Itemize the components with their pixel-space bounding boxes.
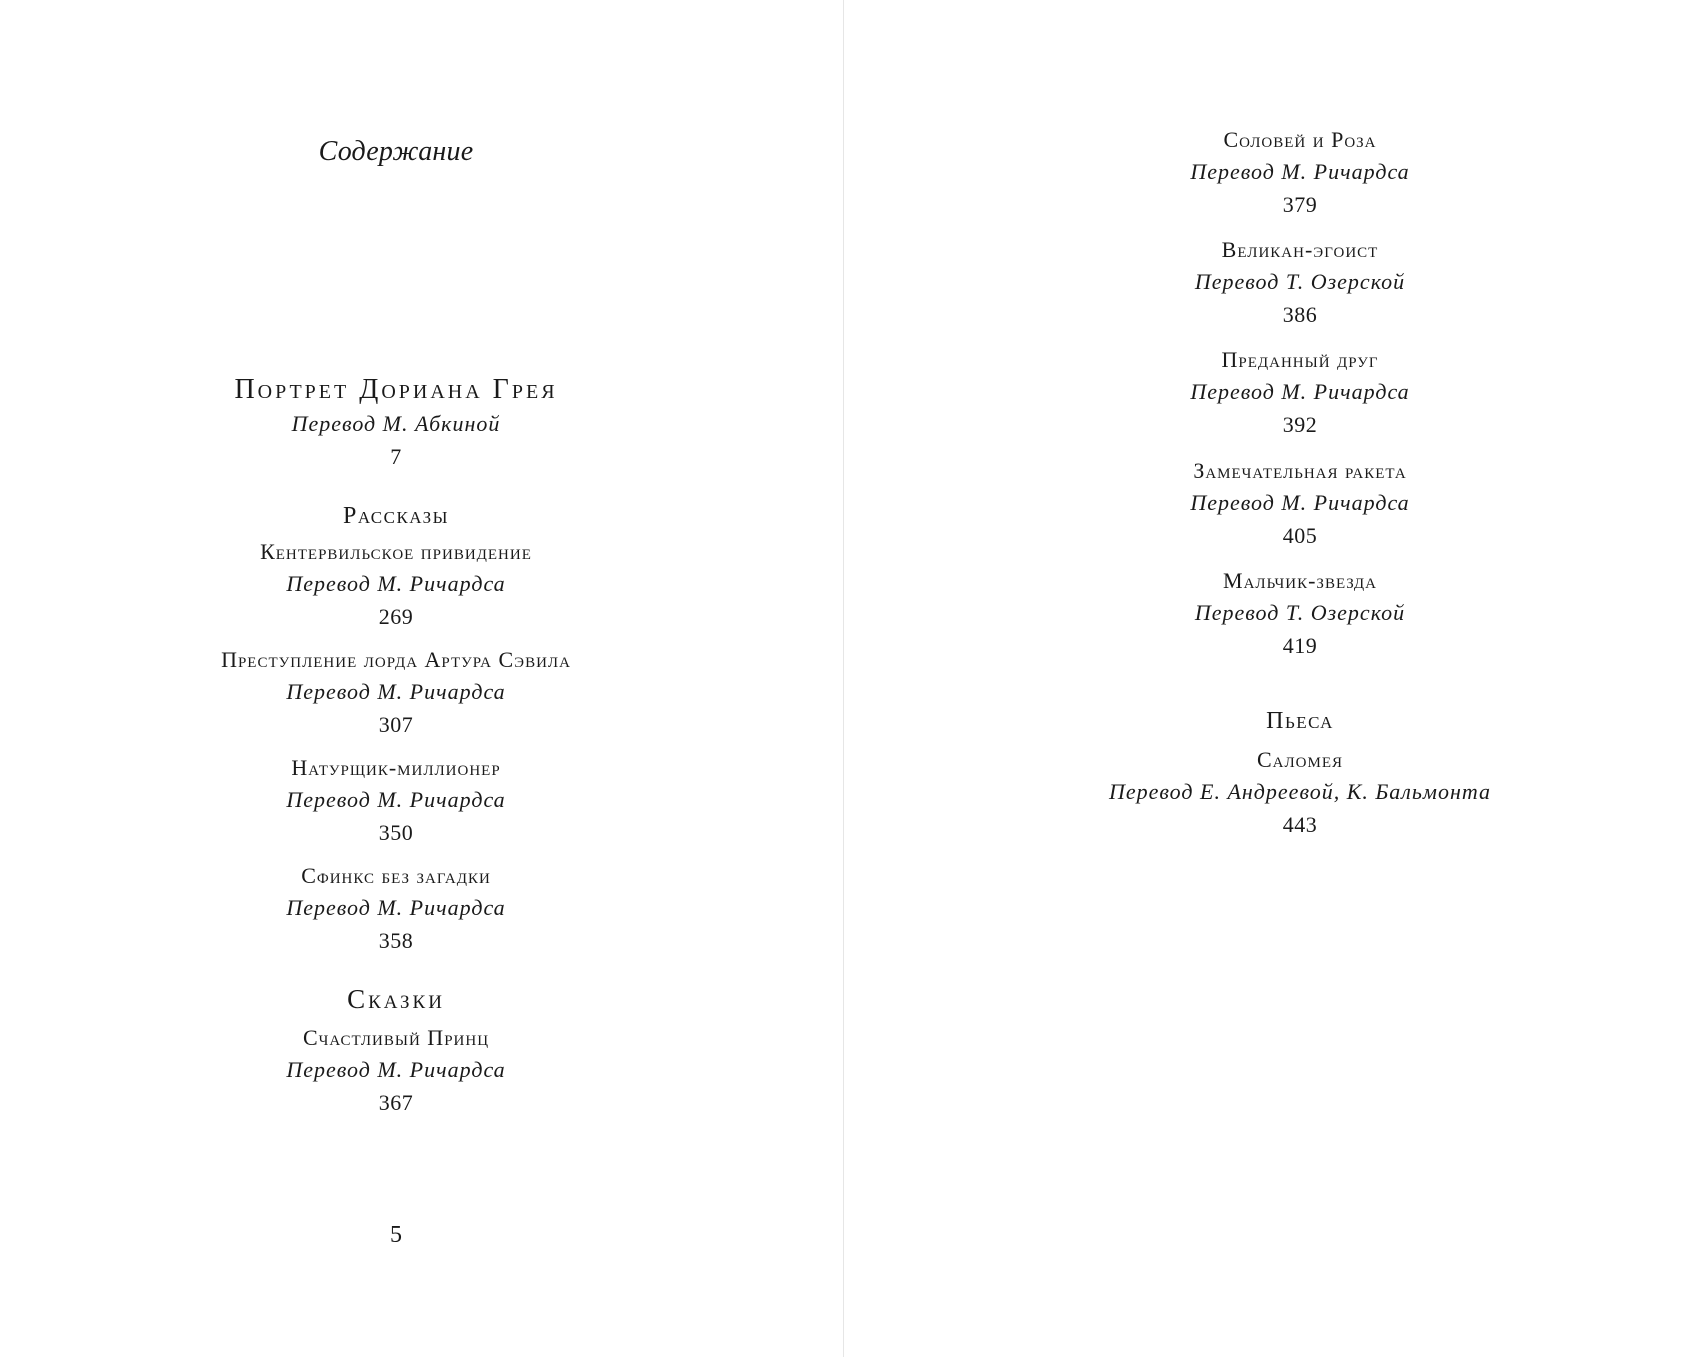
entry-translator: Перевод Е. Андреевой, К. Бальмонта (1108, 779, 1492, 804)
entry-page-number: 405 (1282, 523, 1318, 548)
entry-title: Счастливый Принц (302, 1025, 490, 1050)
tales-section-heading (140, 982, 652, 1016)
entry-page-number: 419 (1282, 633, 1318, 658)
contents-heading: Содержание (318, 136, 474, 167)
novel-page-number: 7 (390, 444, 402, 469)
entry-translator: Перевод М. Ричардса (286, 1057, 506, 1082)
entry-translator: Перевод Т. Озерской (1194, 600, 1406, 625)
entry-title: Преданный друг (1221, 347, 1379, 372)
novel-translator: Перевод М. Абкиной (291, 411, 501, 436)
toc-entry (140, 860, 652, 958)
toc-entry (1020, 124, 1580, 222)
toc-entry (1020, 344, 1580, 442)
entry-title: Мальчик-звезда (1223, 568, 1377, 593)
entry-translator: Перевод М. Ричардса (286, 679, 506, 704)
entry-title: Преступление лорда Артура Сэвила (221, 647, 571, 672)
entry-translator: Перевод М. Ричардса (286, 571, 506, 596)
entry-page-number: 307 (378, 712, 414, 737)
entry-page-number: 386 (1282, 302, 1318, 327)
section-title: Сказки (347, 984, 445, 1014)
toc-entry (140, 1022, 652, 1120)
entry-title: Кентервильское привидение (260, 539, 532, 564)
toc-entry (140, 752, 652, 850)
entry-page-number: 358 (378, 928, 414, 953)
play-section-heading (1020, 704, 1580, 738)
entry-translator: Перевод М. Ричардса (1190, 159, 1410, 184)
entry-title: Замечательная ракета (1193, 458, 1407, 483)
entry-translator: Перевод М. Ричардса (286, 895, 506, 920)
toc-entry (140, 536, 652, 634)
page-folio: 5 (390, 1222, 402, 1248)
entry-page-number: 392 (1282, 412, 1318, 437)
toc-entry (1020, 455, 1580, 553)
entry-translator: Перевод М. Ричардса (286, 787, 506, 812)
entry-title: Натурщик-миллионер (291, 755, 501, 780)
novel-entry (140, 372, 652, 474)
stories-section-heading (140, 499, 652, 533)
entry-title: Соловей и Роза (1223, 127, 1377, 152)
novel-title: Портрет Дориана Грея (234, 374, 558, 405)
section-title: Рассказы (343, 503, 449, 529)
section-title: Пьеса (1266, 708, 1334, 734)
entry-translator: Перевод М. Ричардса (1190, 490, 1410, 515)
entry-page-number: 367 (378, 1090, 414, 1115)
toc-entry (1020, 565, 1580, 663)
entry-title: Сфинкс без загадки (301, 863, 491, 888)
entry-page-number: 269 (378, 604, 414, 629)
toc-entry (140, 644, 652, 742)
entry-title: Великан-эгоист (1221, 237, 1379, 262)
toc-entry (1020, 234, 1580, 332)
entry-translator: Перевод Т. Озерской (1194, 269, 1406, 294)
entry-title: Саломея (1256, 747, 1344, 772)
entry-page-number: 350 (378, 820, 414, 845)
toc-entry (1020, 744, 1580, 842)
entry-page-number: 443 (1282, 812, 1318, 837)
entry-translator: Перевод М. Ричардса (1190, 379, 1410, 404)
entry-page-number: 379 (1282, 192, 1318, 217)
